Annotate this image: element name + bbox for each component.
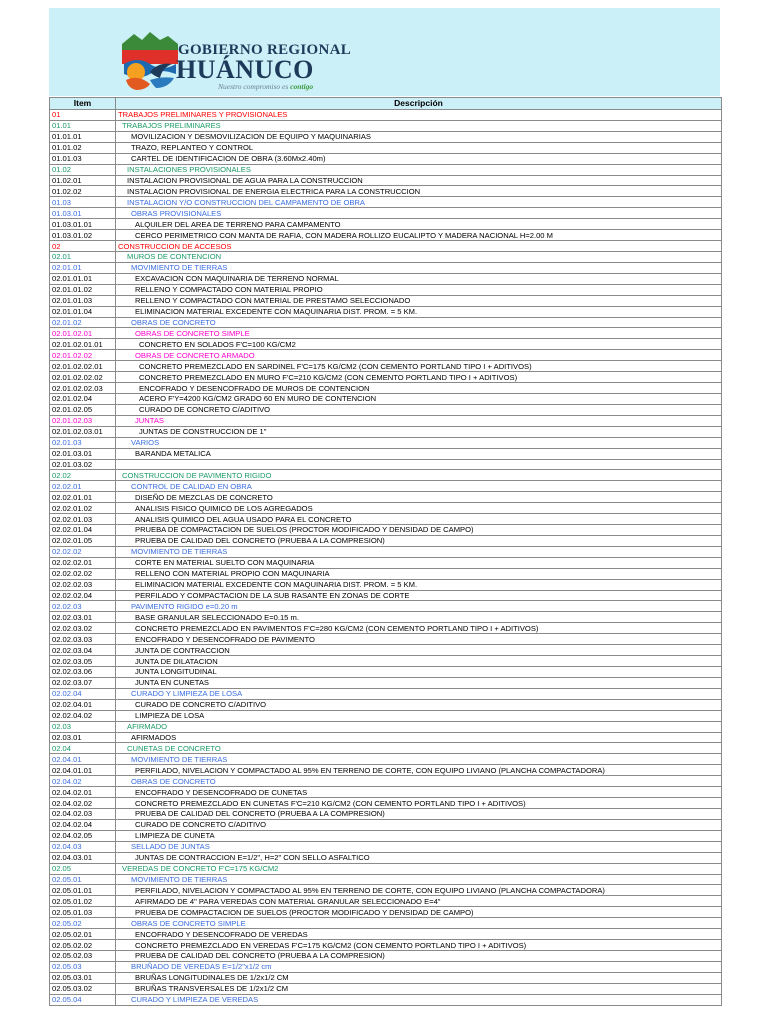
description-cell: BRUÑAS LONGITUDINALES DE 1/2x1/2 CM bbox=[116, 972, 722, 983]
item-code-cell: 02.01.02.01 bbox=[50, 328, 116, 339]
item-code-cell: 02.01.01.04 bbox=[50, 306, 116, 317]
table-row bbox=[50, 830, 722, 841]
item-code-cell: 02.02.01.05 bbox=[50, 535, 116, 546]
table-row bbox=[50, 809, 722, 820]
description-cell: ACERO F'Y=4200 KG/CM2 GRADO 60 EN MURO DE CONTENCION bbox=[116, 393, 722, 404]
description-cell: INSTALACION Y/O CONSTRUCCION DEL CAMPAMENTO DE OBRA bbox=[116, 197, 722, 208]
table-row bbox=[50, 241, 722, 252]
table-row bbox=[50, 350, 722, 361]
table-row bbox=[50, 142, 722, 153]
table-row bbox=[50, 262, 722, 273]
item-code-cell: 02.01.02.05 bbox=[50, 404, 116, 415]
description-cell: INSTALACION PROVISIONAL DE AGUA PARA LA CONSTRUCCION bbox=[116, 175, 722, 186]
logo-title-line2: HUÁNUCO bbox=[176, 55, 314, 84]
item-code-cell: 01.01 bbox=[50, 120, 116, 131]
description-cell: ENCOFRADO Y DESENCOFRADO DE MUROS DE CONTENCION bbox=[116, 383, 722, 394]
item-code-cell: 02.01.02 bbox=[50, 317, 116, 328]
item-code-cell: 02.04.01.01 bbox=[50, 765, 116, 776]
description-cell: CURADO Y LIMPIEZA DE VEREDAS bbox=[116, 994, 722, 1005]
description-cell: BRUÑAS TRANSVERSALES DE 1/2x1/2 CM bbox=[116, 983, 722, 994]
description-cell: TRAZO, REPLANTEO Y CONTROL bbox=[116, 142, 722, 153]
item-code-cell: 02.05.01.01 bbox=[50, 885, 116, 896]
table-row bbox=[50, 273, 722, 284]
table-row bbox=[50, 404, 722, 415]
table-row bbox=[50, 448, 722, 459]
item-code-cell: 02.02.03.07 bbox=[50, 677, 116, 688]
description-cell: SELLADO DE JUNTAS bbox=[116, 841, 722, 852]
description-cell: BRUÑADO DE VEREDAS E=1/2"x1/2 cm bbox=[116, 961, 722, 972]
description-cell: OBRAS PROVISIONALES bbox=[116, 208, 722, 219]
description-cell: MUROS DE CONTENCION bbox=[116, 251, 722, 262]
table-row bbox=[50, 623, 722, 634]
table-row bbox=[50, 219, 722, 230]
table-row bbox=[50, 645, 722, 656]
description-cell: ELIMINACION MATERIAL EXCEDENTE CON MAQUINARIA DIST. PROM. = 5 KM. bbox=[116, 306, 722, 317]
item-code-cell: 02.05.02.01 bbox=[50, 929, 116, 940]
item-code-cell: 02.01.01.02 bbox=[50, 284, 116, 295]
description-cell: LIMPIEZA DE LOSA bbox=[116, 710, 722, 721]
item-code-cell: 01.03.01.02 bbox=[50, 230, 116, 241]
budget-items-table bbox=[49, 97, 722, 1006]
description-cell: CONCRETO PREMEZCLADO EN VEREDAS F'C=175 KG/CM2 (CON CEMENTO PORTLAND TIPO I + ADITIVOS) bbox=[116, 940, 722, 951]
description-cell: PAVIMENTO RIGIDO e=0.20 m bbox=[116, 601, 722, 612]
description-cell: RELLENO Y COMPACTADO CON MATERIAL PROPIO bbox=[116, 284, 722, 295]
description-cell: TRABAJOS PRELIMINARES Y PROVISIONALES bbox=[116, 110, 722, 121]
table-row bbox=[50, 426, 722, 437]
table-row bbox=[50, 306, 722, 317]
table-row bbox=[50, 481, 722, 492]
description-cell: AFIRMADO DE 4" PARA VEREDAS CON MATERIAL GRANULAR SELECCIONADO E=4" bbox=[116, 896, 722, 907]
item-code-cell: 02.05.04 bbox=[50, 994, 116, 1005]
item-code-cell: 02.02.01.01 bbox=[50, 492, 116, 503]
item-code-cell: 02.02.02 bbox=[50, 546, 116, 557]
item-code-cell: 02.01.01.03 bbox=[50, 295, 116, 306]
item-code-cell: 02.01.03 bbox=[50, 437, 116, 448]
table-row bbox=[50, 568, 722, 579]
item-code-cell: 02.02 bbox=[50, 470, 116, 481]
item-code-cell: 02.02.03.01 bbox=[50, 612, 116, 623]
description-cell: OBRAS DE CONCRETO SIMPLE bbox=[116, 328, 722, 339]
item-code-cell: 02.01.02.02 bbox=[50, 350, 116, 361]
item-code-cell: 02.05.03.02 bbox=[50, 983, 116, 994]
table-row bbox=[50, 721, 722, 732]
table-row bbox=[50, 634, 722, 645]
item-code-cell: 02.01.02.02.01 bbox=[50, 361, 116, 372]
description-cell: ENCOFRADO Y DESENCOFRADO DE CUNETAS bbox=[116, 787, 722, 798]
item-code-cell: 02.04.02.04 bbox=[50, 819, 116, 830]
description-cell: ENCOFRADO Y DESENCOFRADO DE PAVIMENTO bbox=[116, 634, 722, 645]
item-code-cell: 01.01.01 bbox=[50, 131, 116, 142]
item-code-cell: 02.01.01 bbox=[50, 262, 116, 273]
description-cell: ENCOFRADO Y DESENCOFRADO DE VEREDAS bbox=[116, 929, 722, 940]
item-code-cell: 02.05.03 bbox=[50, 961, 116, 972]
description-cell: JUNTAS DE CONSTRUCCION DE 1" bbox=[116, 426, 722, 437]
table-row bbox=[50, 950, 722, 961]
item-code-cell: 01.01.03 bbox=[50, 153, 116, 164]
item-code-cell: 02.02.01.03 bbox=[50, 514, 116, 525]
table-row bbox=[50, 514, 722, 525]
item-code-cell: 02.05.01.03 bbox=[50, 907, 116, 918]
table-row bbox=[50, 841, 722, 852]
item-code-cell: 02.05.03.01 bbox=[50, 972, 116, 983]
description-cell: EXCAVACION CON MAQUINARIA DE TERRENO NORMAL bbox=[116, 273, 722, 284]
table-row bbox=[50, 667, 722, 678]
table-row bbox=[50, 208, 722, 219]
description-cell: CONSTRUCCION DE PAVIMENTO RIGIDO bbox=[116, 470, 722, 481]
item-code-cell: 01.03.01 bbox=[50, 208, 116, 219]
table-row bbox=[50, 535, 722, 546]
item-code-cell: 02.04.02.01 bbox=[50, 787, 116, 798]
item-code-cell: 02.01.02.02.03 bbox=[50, 383, 116, 394]
table-body bbox=[50, 110, 722, 1006]
item-code-cell: 02.05 bbox=[50, 863, 116, 874]
description-cell: CURADO DE CONCRETO C/ADITIVO bbox=[116, 819, 722, 830]
table-row bbox=[50, 743, 722, 754]
item-code-cell: 02.02.04.02 bbox=[50, 710, 116, 721]
item-code-cell: 02.01.02.03.01 bbox=[50, 426, 116, 437]
item-code-cell: 01.02 bbox=[50, 164, 116, 175]
item-code-cell: 02.02.01 bbox=[50, 481, 116, 492]
table-row bbox=[50, 601, 722, 612]
description-cell: CONCRETO PREMEZCLADO EN CUNETAS F'C=210 KG/CM2 (CON CEMENTO PORTLAND TIPO I + ADITIVOS) bbox=[116, 798, 722, 809]
table-row bbox=[50, 590, 722, 601]
tagline-prefix: Nuestro compromiso es bbox=[218, 82, 291, 91]
description-cell: JUNTAS DE CONTRACCION E=1/2", H=2" CON SELLO ASFALTICO bbox=[116, 852, 722, 863]
item-code-cell: 02 bbox=[50, 241, 116, 252]
table-row bbox=[50, 819, 722, 830]
description-cell: MOVIMIENTO DE TIERRAS bbox=[116, 754, 722, 765]
table-row bbox=[50, 295, 722, 306]
table-row bbox=[50, 787, 722, 798]
table-row bbox=[50, 492, 722, 503]
item-code-cell: 01.02.02 bbox=[50, 186, 116, 197]
description-cell: LIMPIEZA DE CUNETA bbox=[116, 830, 722, 841]
item-code-cell: 02.02.03.06 bbox=[50, 667, 116, 678]
description-cell: INSTALACIONES PROVISIONALES bbox=[116, 164, 722, 175]
table-row bbox=[50, 656, 722, 667]
item-code-cell: 02.01.02.03 bbox=[50, 415, 116, 426]
table-row bbox=[50, 361, 722, 372]
table-row bbox=[50, 230, 722, 241]
item-code-cell: 02.05.02.03 bbox=[50, 950, 116, 961]
column-header-description: Descripción bbox=[116, 98, 722, 110]
table-row bbox=[50, 110, 722, 121]
item-code-cell: 02.03 bbox=[50, 721, 116, 732]
description-cell: JUNTA DE DILATACION bbox=[116, 656, 722, 667]
description-cell: OBRAS DE CONCRETO ARMADO bbox=[116, 350, 722, 361]
table-row bbox=[50, 972, 722, 983]
table-row bbox=[50, 732, 722, 743]
description-cell: JUNTAS bbox=[116, 415, 722, 426]
table-row bbox=[50, 699, 722, 710]
description-cell: CURADO DE CONCRETO C/ADITIVO bbox=[116, 699, 722, 710]
description-cell: RELLENO CON MATERIAL PROPIO CON MAQUINARIA bbox=[116, 568, 722, 579]
table-row bbox=[50, 579, 722, 590]
table-row bbox=[50, 393, 722, 404]
table-row bbox=[50, 525, 722, 536]
description-cell: AFIRMADO bbox=[116, 721, 722, 732]
description-cell: CURADO DE CONCRETO C/ADITIVO bbox=[116, 404, 722, 415]
table-row bbox=[50, 175, 722, 186]
description-cell: ALQUILER DEL AREA DE TERRENO PARA CAMPAMENTO bbox=[116, 219, 722, 230]
item-code-cell: 01.03.01.01 bbox=[50, 219, 116, 230]
description-cell: CUNETAS DE CONCRETO bbox=[116, 743, 722, 754]
table-row bbox=[50, 929, 722, 940]
description-cell: PRUEBA DE CALIDAD DEL CONCRETO (PRUEBA A LA COMPRESION) bbox=[116, 950, 722, 961]
table-row bbox=[50, 885, 722, 896]
description-cell: MOVIMIENTO DE TIERRAS bbox=[116, 546, 722, 557]
description-cell: RELLENO Y COMPACTADO CON MATERIAL DE PRESTAMO SELECCIONADO bbox=[116, 295, 722, 306]
tagline-emphasis: contigo bbox=[290, 82, 314, 91]
item-code-cell: 02.02.02.01 bbox=[50, 557, 116, 568]
logo-title-line1: GOBIERNO REGIONAL bbox=[178, 42, 352, 58]
item-code-cell: 02.04.03 bbox=[50, 841, 116, 852]
table-row bbox=[50, 415, 722, 426]
item-code-cell: 02.04.02.03 bbox=[50, 809, 116, 820]
logo-tagline bbox=[218, 82, 313, 91]
table-row bbox=[50, 164, 722, 175]
table-row bbox=[50, 612, 722, 623]
description-cell: JUNTA EN CUNETAS bbox=[116, 677, 722, 688]
table-row bbox=[50, 120, 722, 131]
description-cell: MOVILIZACION Y DESMOVILIZACION DE EQUIPO Y MAQUINARIAS bbox=[116, 131, 722, 142]
table-row bbox=[50, 896, 722, 907]
table-row bbox=[50, 874, 722, 885]
item-code-cell: 02.01.01.01 bbox=[50, 273, 116, 284]
table-row bbox=[50, 197, 722, 208]
description-cell: MOVIMIENTO DE TIERRAS bbox=[116, 262, 722, 273]
item-code-cell: 02.02.02.03 bbox=[50, 579, 116, 590]
description-cell: ELIMINACION MATERIAL EXCEDENTE CON MAQUINARIA DIST. PROM. = 5 KM. bbox=[116, 579, 722, 590]
item-code-cell: 02.02.03.02 bbox=[50, 623, 116, 634]
table-row bbox=[50, 961, 722, 972]
table-row bbox=[50, 383, 722, 394]
description-cell: CONTROL DE CALIDAD EN OBRA bbox=[116, 481, 722, 492]
description-cell bbox=[116, 459, 722, 470]
item-code-cell: 02.02.03 bbox=[50, 601, 116, 612]
item-code-cell: 02.02.01.02 bbox=[50, 503, 116, 514]
table-row bbox=[50, 251, 722, 262]
description-cell: CONCRETO PREMEZCLADO EN PAVIMENTOS F'C=280 KG/CM2 (CON CEMENTO PORTLAND TIPO I + ADITIVOS) bbox=[116, 623, 722, 634]
item-code-cell: 02.01.02.04 bbox=[50, 393, 116, 404]
table-row bbox=[50, 852, 722, 863]
item-code-cell: 02.02.02.02 bbox=[50, 568, 116, 579]
description-cell: PRUEBA DE CALIDAD DEL CONCRETO (PRUEBA A LA COMPRESION) bbox=[116, 809, 722, 820]
table-row bbox=[50, 765, 722, 776]
column-header-item: Item bbox=[50, 98, 116, 110]
table-row bbox=[50, 940, 722, 951]
item-code-cell: 01.03 bbox=[50, 197, 116, 208]
table-row bbox=[50, 983, 722, 994]
item-code-cell: 02.02.01.04 bbox=[50, 525, 116, 536]
description-cell: ANALISIS FISICO QUIMICO DE LOS AGREGADOS bbox=[116, 503, 722, 514]
table-row bbox=[50, 710, 722, 721]
item-code-cell: 01 bbox=[50, 110, 116, 121]
item-code-cell: 02.01.02.01.01 bbox=[50, 339, 116, 350]
table-row bbox=[50, 776, 722, 787]
item-code-cell: 02.03.01 bbox=[50, 732, 116, 743]
description-cell: PRUEBA DE COMPACTACION DE SUELOS (PROCTOR MODIFICADO Y DENSIDAD DE CAMPO) bbox=[116, 525, 722, 536]
table-header-row bbox=[50, 98, 722, 110]
item-code-cell: 02.02.04 bbox=[50, 688, 116, 699]
table-row bbox=[50, 557, 722, 568]
description-cell: OBRAS DE CONCRETO bbox=[116, 317, 722, 328]
item-code-cell: 02.05.01.02 bbox=[50, 896, 116, 907]
description-cell: DISEÑO DE MEZCLAS DE CONCRETO bbox=[116, 492, 722, 503]
description-cell: CARTEL DE IDENTIFICACION DE OBRA (3.60Mx2.40m) bbox=[116, 153, 722, 164]
item-code-cell: 02.04.02.02 bbox=[50, 798, 116, 809]
table-row bbox=[50, 186, 722, 197]
description-cell: OBRAS DE CONCRETO SIMPLE bbox=[116, 918, 722, 929]
item-code-cell: 02.01 bbox=[50, 251, 116, 262]
table-row bbox=[50, 339, 722, 350]
item-code-cell: 02.02.03.05 bbox=[50, 656, 116, 667]
description-cell: VARIOS bbox=[116, 437, 722, 448]
description-cell: BARANDA METALICA bbox=[116, 448, 722, 459]
description-cell: VEREDAS DE CONCRETO F'C=175 KG/CM2 bbox=[116, 863, 722, 874]
item-code-cell: 02.04.03.01 bbox=[50, 852, 116, 863]
table-row bbox=[50, 284, 722, 295]
description-cell: AFIRMADOS bbox=[116, 732, 722, 743]
description-cell: CURADO Y LIMPIEZA DE LOSA bbox=[116, 688, 722, 699]
item-code-cell: 01.01.02 bbox=[50, 142, 116, 153]
item-code-cell: 02.01.03.02 bbox=[50, 459, 116, 470]
description-cell: PERFILADO, NIVELACION Y COMPACTADO AL 95% EN TERRENO DE CORTE, CON EQUIPO LIVIANO (PLANCHA COMPACTADORA) bbox=[116, 765, 722, 776]
item-code-cell: 01.02.01 bbox=[50, 175, 116, 186]
table-row bbox=[50, 503, 722, 514]
item-code-cell: 02.05.01 bbox=[50, 874, 116, 885]
item-code-cell: 02.05.02.02 bbox=[50, 940, 116, 951]
table-row bbox=[50, 863, 722, 874]
description-cell: PERFILADO, NIVELACION Y COMPACTADO AL 95% EN TERRENO DE CORTE, CON EQUIPO LIVIANO (PLANCHA COMPACTADORA) bbox=[116, 885, 722, 896]
table-row bbox=[50, 372, 722, 383]
table-row bbox=[50, 470, 722, 481]
table-row bbox=[50, 317, 722, 328]
description-cell: BASE GRANULAR SELECCIONADO E=0.15 m. bbox=[116, 612, 722, 623]
description-cell: JUNTA LONGITUDINAL bbox=[116, 667, 722, 678]
description-cell: CONCRETO EN SOLADOS F'C=100 KG/CM2 bbox=[116, 339, 722, 350]
item-code-cell: 02.01.03.01 bbox=[50, 448, 116, 459]
description-cell: INSTALACION PROVISIONAL DE ENERGIA ELECTRICA PARA LA CONSTRUCCION bbox=[116, 186, 722, 197]
table-row bbox=[50, 459, 722, 470]
table-row bbox=[50, 131, 722, 142]
description-cell: TRABAJOS PRELIMINARES bbox=[116, 120, 722, 131]
description-cell: CONSTRUCCION DE ACCESOS bbox=[116, 241, 722, 252]
item-code-cell: 02.04 bbox=[50, 743, 116, 754]
table-row bbox=[50, 798, 722, 809]
description-cell: CERCO PERIMETRICO CON MANTA DE RAFIA, CON MADERA ROLLIZO EUCALIPTO Y MADERA NACIONAL H=2.00 M bbox=[116, 230, 722, 241]
item-code-cell: 02.02.03.04 bbox=[50, 645, 116, 656]
description-cell: ANALISIS QUIMICO DEL AGUA USADO PARA EL CONCRETO bbox=[116, 514, 722, 525]
table-row bbox=[50, 688, 722, 699]
item-code-cell: 02.02.03.03 bbox=[50, 634, 116, 645]
table-row bbox=[50, 437, 722, 448]
table-row bbox=[50, 918, 722, 929]
item-code-cell: 02.02.04.01 bbox=[50, 699, 116, 710]
description-cell: JUNTA DE CONTRACCION bbox=[116, 645, 722, 656]
item-code-cell: 02.01.02.02.02 bbox=[50, 372, 116, 383]
item-code-cell: 02.04.01 bbox=[50, 754, 116, 765]
table-row bbox=[50, 907, 722, 918]
gobierno-regional-logo-icon bbox=[120, 30, 180, 92]
description-cell: PRUEBA DE COMPACTACION DE SUELOS (PROCTOR MODIFICADO Y DENSIDAD DE CAMPO) bbox=[116, 907, 722, 918]
description-cell: PRUEBA DE CALIDAD DEL CONCRETO (PRUEBA A LA COMPRESION) bbox=[116, 535, 722, 546]
description-cell: OBRAS DE CONCRETO bbox=[116, 776, 722, 787]
item-code-cell: 02.04.02.05 bbox=[50, 830, 116, 841]
table-row bbox=[50, 153, 722, 164]
description-cell: PERFILADO Y COMPACTACION DE LA SUB RASANTE EN ZONAS DE CORTE bbox=[116, 590, 722, 601]
item-code-cell: 02.04.02 bbox=[50, 776, 116, 787]
description-cell: MOVIMIENTO DE TIERRAS bbox=[116, 874, 722, 885]
description-cell: CONCRETO PREMEZCLADO EN MURO F'C=210 KG/CM2 (CON CEMENTO PORTLAND TIPO I + ADITIVOS) bbox=[116, 372, 722, 383]
description-cell: CORTE EN MATERIAL SUELTO CON MAQUINARIA bbox=[116, 557, 722, 568]
table-row bbox=[50, 328, 722, 339]
table-row bbox=[50, 677, 722, 688]
item-code-cell: 02.05.02 bbox=[50, 918, 116, 929]
table-row bbox=[50, 546, 722, 557]
table-row bbox=[50, 754, 722, 765]
item-code-cell: 02.02.02.04 bbox=[50, 590, 116, 601]
table-row bbox=[50, 994, 722, 1005]
description-cell: CONCRETO PREMEZCLADO EN SARDINEL F'C=175 KG/CM2 (CON CEMENTO PORTLAND TIPO I + ADITIVOS) bbox=[116, 361, 722, 372]
